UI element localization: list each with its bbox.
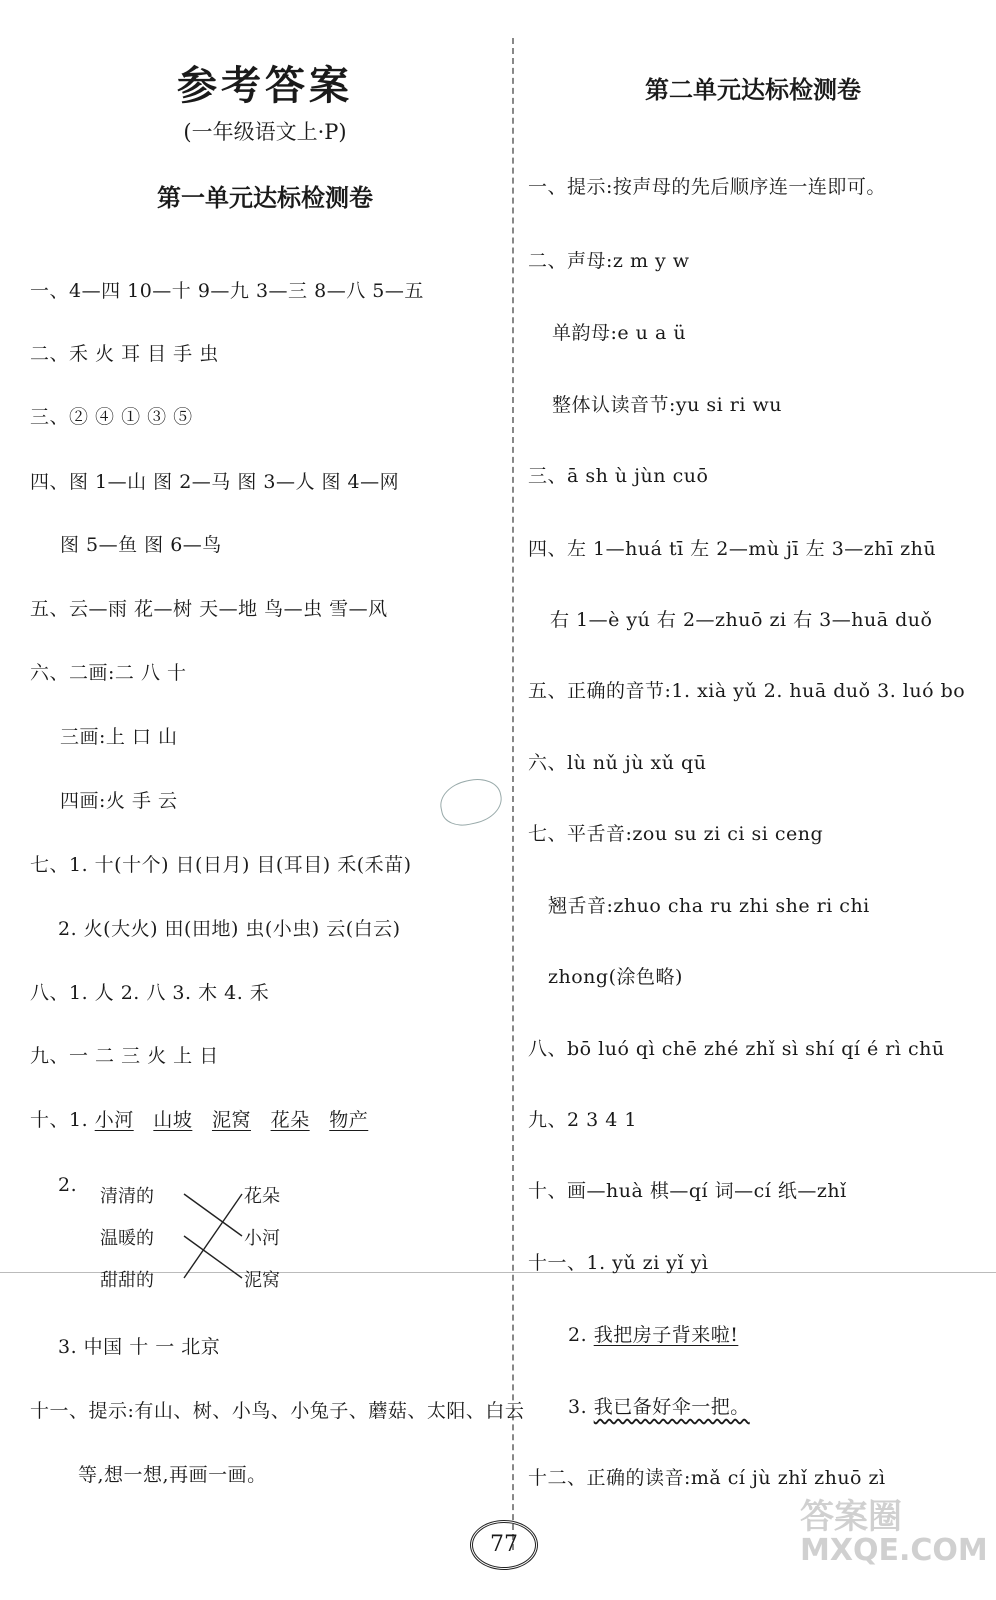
stamp-mark — [436, 774, 506, 830]
matching-exercise — [98, 1182, 298, 1312]
unit1-line-9: 四画:火 手 云 — [60, 790, 178, 812]
unit2-line-11: 翘舌音:zhuo cha ru zhi she ri chi — [548, 895, 870, 917]
unit1-line-3: 三、② ④ ① ③ ⑤ — [30, 406, 193, 428]
line-18-number: 3. — [568, 1396, 588, 1418]
unit1-line-4: 四、图 1—山 图 2—马 图 3—人 图 4—网 — [30, 471, 400, 493]
unit1-line-1: 一、4—四 10—十 9—九 3—三 8—八 5—五 — [30, 280, 424, 302]
watermark-logo-text: 答案圈 — [800, 1497, 902, 1537]
unit2-line-3: 单韵母:e u a ü — [552, 322, 687, 344]
unit1-line-16: 3. 中国 十 一 北京 — [58, 1336, 221, 1358]
unit2-line-16: 十一、1. yǔ zi yǐ yì — [528, 1252, 709, 1274]
unit2-title: 第二单元达标检测卷 — [645, 76, 861, 104]
match-left-1: 清清的 — [100, 1186, 154, 1207]
column-divider — [512, 38, 514, 1550]
unit1-line-10: 七、1. 十(十个) 日(日月) 目(耳目) 禾(禾苗) — [30, 854, 412, 876]
unit2-line-5: 三、ā sh ù jùn cuō — [528, 465, 709, 487]
line-17-number: 2. — [568, 1324, 588, 1346]
underlined-word: 山坡 — [153, 1109, 193, 1131]
unit1-line-18: 等,想一想,再画一画。 — [78, 1464, 267, 1486]
unit1-line-5: 图 5—鱼 图 6—鸟 — [60, 534, 222, 556]
match-lines — [98, 1182, 298, 1312]
match-left-2: 温暖的 — [100, 1228, 154, 1249]
match-right-3: 泥窝 — [244, 1270, 280, 1291]
unit2-line-13: 八、bō luó qì chē zhé zhǐ sì shí qí é rì chū — [528, 1038, 945, 1060]
unit2-line-9: 六、lù nǔ jù xǔ qū — [528, 752, 707, 774]
unit1-line-17: 十一、提示:有山、树、小鸟、小兔子、蘑菇、太阳、白云 — [30, 1400, 525, 1422]
unit2-line-7: 右 1—è yú 右 2—zhuō zi 右 3—huā duǒ — [550, 609, 933, 631]
unit2-line-12: zhong(涂色略) — [548, 966, 683, 988]
watermark-url: MXQE.COM — [800, 1533, 988, 1568]
unit2-line-15: 十、画—huà 棋—qí 词—cí 纸—zhǐ — [528, 1180, 847, 1202]
unit2-line-2: 二、声母:z m y w — [528, 250, 690, 272]
unit2-line-6: 四、左 1—huá tī 左 2—mù jī 左 3—zhī zhū — [528, 538, 937, 560]
match-number: 2. — [58, 1174, 78, 1196]
unit2-line-19: 十二、正确的读音:mǎ cí jù zhǐ zhuō zì — [528, 1467, 886, 1489]
unit2-line-14: 九、2 3 4 1 — [528, 1109, 637, 1131]
underlined-word: 花朵 — [270, 1109, 310, 1131]
unit1-title: 第一单元达标检测卷 — [157, 184, 373, 212]
unit1-line-12: 八、1. 人 2. 八 3. 木 4. 禾 — [30, 982, 270, 1004]
unit1-line-6: 五、云—雨 花—树 天—地 鸟—虫 雪—风 — [30, 598, 388, 620]
match-left-3: 甜甜的 — [100, 1270, 154, 1291]
wavy-underlined-sentence: 我已备好伞一把。 — [593, 1396, 750, 1418]
unit2-line-8: 五、正确的音节:1. xià yǔ 2. huā duǒ 3. luó bo — [528, 680, 966, 702]
unit1-line-2: 二、禾 火 耳 目 手 虫 — [30, 343, 219, 365]
line-14-prefix: 十、1. — [30, 1109, 89, 1131]
page-title: 参考答案 — [177, 62, 353, 109]
match-right-1: 花朵 — [244, 1186, 280, 1207]
unit2-line-1: 一、提示:按声母的先后顺序连一连即可。 — [528, 176, 886, 198]
match-right-2: 小河 — [244, 1228, 280, 1249]
page-number: 77 — [470, 1520, 538, 1570]
unit2-line-18 — [568, 1394, 750, 1420]
unit2-line-17 — [568, 1322, 738, 1348]
page-subtitle: (一年级语文上·P) — [183, 120, 347, 144]
watermark — [800, 1497, 988, 1568]
unit1-line-7: 六、二画:二 八 十 — [30, 662, 187, 684]
unit1-line-14 — [30, 1107, 368, 1133]
unit1-line-11: 2. 火(大火) 田(田地) 虫(小虫) 云(白云) — [58, 918, 401, 940]
underlined-sentence: 我把房子背来啦! — [593, 1324, 739, 1346]
underlined-word: 小河 — [94, 1109, 134, 1131]
underlined-word: 物产 — [329, 1109, 369, 1131]
unit1-line-8: 三画:上 口 山 — [60, 726, 178, 748]
underlined-word: 泥窝 — [211, 1109, 251, 1131]
unit2-line-10: 七、平舌音:zou su zi ci si ceng — [528, 823, 824, 845]
unit2-line-4: 整体认读音节:yu si ri wu — [552, 394, 782, 416]
unit1-line-13: 九、一 二 三 火 上 日 — [30, 1045, 219, 1067]
